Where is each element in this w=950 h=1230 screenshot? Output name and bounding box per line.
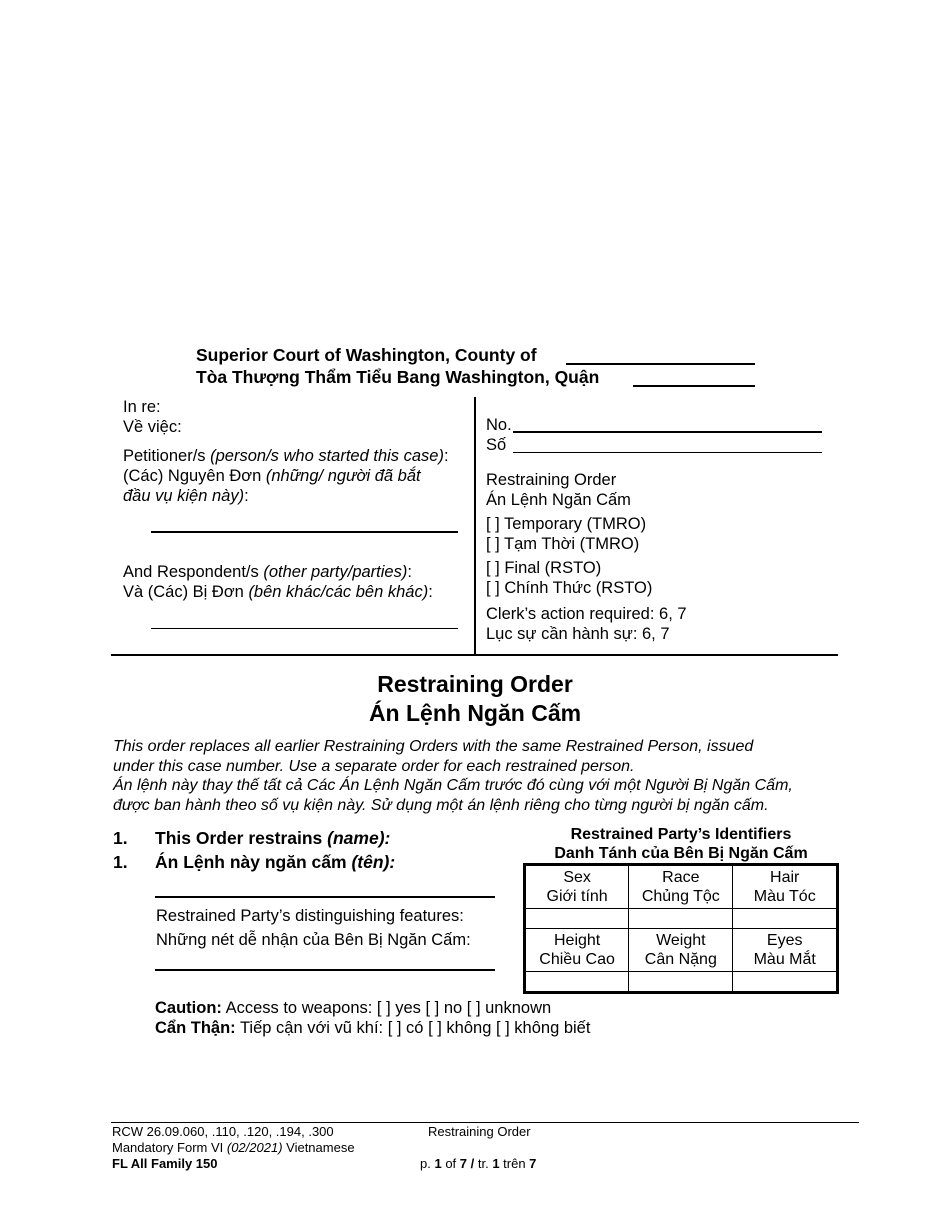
caution-weapons[interactable]: Caution: Access to weapons: [ ] yes [ ] no [ ] unknown Cẩn Thận: Tiếp cận với vũ khí: [ ] có [ ] không [ ] không biết	[155, 999, 591, 1037]
sex-header: Sex Giới tính	[525, 865, 629, 909]
order-type-block	[486, 470, 631, 510]
section-1-heading: 1. 1.	[113, 828, 128, 872]
caption-vertical-divider	[474, 397, 476, 655]
document-title	[0, 670, 950, 728]
petitioner-name-line[interactable]	[151, 531, 458, 533]
identifiers-header-row-1	[525, 865, 838, 909]
no-label: No.	[486, 416, 512, 434]
footer-form: Mandatory Form VI (02/2021) Vietnamese	[112, 1140, 355, 1155]
county-blank-line[interactable]	[566, 363, 755, 365]
clerk-action: Clerk’s action required: 6, 7 Lục sự cần hành sự: 6, 7	[486, 605, 687, 643]
order-name-vi: Án Lệnh Ngăn Cấm	[486, 491, 631, 509]
race-cell[interactable]	[629, 909, 733, 929]
hair-header: Hair Màu Tóc	[733, 865, 838, 909]
temporary-option[interactable]: [ ] Temporary (TMRO) [ ] Tạm Thời (TMRO)	[486, 515, 647, 553]
court-line-en: Superior Court of Washington, County of	[196, 345, 537, 365]
caption-bottom-rule	[111, 654, 838, 656]
identifiers-input-row-1	[525, 909, 838, 929]
distinguishing-features-line[interactable]	[155, 969, 495, 971]
distinguishing-features-label: Restrained Party’s distinguishing features: Những nét dễ nhận của Bên Bị Ngăn Cấm:	[156, 907, 471, 949]
in-re-label: In re:	[123, 398, 161, 416]
footer-rule	[111, 1122, 859, 1123]
height-cell[interactable]	[525, 972, 629, 993]
identifiers-table	[523, 863, 839, 994]
section-1-text: This Order restrains (name): Án Lệnh này ngăn cấm (tên):	[155, 828, 396, 872]
hair-cell[interactable]	[733, 909, 838, 929]
sex-cell[interactable]	[525, 909, 629, 929]
weight-header: Weight Cân Nặng	[629, 929, 733, 972]
footer-form-id: FL All Family 150	[112, 1156, 218, 1171]
footer-rcw: RCW 26.09.060, .110, .120, .194, .300	[112, 1124, 334, 1139]
so-label: Số	[486, 436, 507, 454]
respondent-label: And Respondent/s (other party/parties): Và (Các) Bị Đơn (bên khác/các bên khác):	[123, 563, 433, 601]
weight-cell[interactable]	[629, 972, 733, 993]
restrained-name-line[interactable]	[155, 896, 495, 898]
identifiers-title: Restrained Party’s Identifiers Danh Tánh của Bên Bị Ngăn Cấm	[554, 826, 808, 862]
court-line-vi: Tòa Thượng Thẩm Tiểu Bang Washington, Quận	[196, 367, 600, 387]
petitioner-label: Petitioner/s (person/s who started this case): (Các) Nguyên Đơn (những/ người đã bắt đầu vụ kiện này):	[123, 447, 449, 505]
identifiers-header-row-2	[525, 929, 838, 972]
height-header: Height Chiều Cao	[525, 929, 629, 972]
court-header	[196, 344, 599, 388]
title-vi: Án Lệnh Ngăn Cấm	[368, 700, 582, 726]
respondent-name-line[interactable]	[151, 628, 458, 629]
eyes-header: Eyes Màu Mắt	[733, 929, 838, 972]
caption-left	[123, 397, 182, 437]
footer-left	[112, 1124, 355, 1172]
case-number-line-vi[interactable]	[513, 452, 822, 453]
eyes-cell[interactable]	[733, 972, 838, 993]
order-name-en: Restraining Order	[486, 471, 617, 489]
case-number-block	[486, 415, 512, 455]
case-number-line[interactable]	[513, 431, 822, 433]
title-en: Restraining Order	[377, 671, 573, 697]
identifiers-input-row-2	[525, 972, 838, 993]
final-option[interactable]: [ ] Final (RSTO) [ ] Chính Thức (RSTO)	[486, 559, 653, 597]
intro-paragraph: This order replaces all earlier Restraining Orders with the same Restrained Person, issued under this case number. Use a separate order for each restrained person. Án lệnh này thay thế tất cả Các Án Lệnh Ngăn Cấm trước đó cùng với một Người Bị Ngăn Cấm, được ban hành theo số vụ kiện này. Sử dụng một án lệnh riêng cho từng người bị ngăn cấm.	[113, 738, 793, 814]
footer-page-number: p. 1 of 7 / tr. 1 trên 7	[420, 1156, 537, 1171]
quan-blank-line[interactable]	[633, 385, 755, 387]
race-header: Race Chủng Tộc	[629, 865, 733, 909]
ve-viec-label: Về việc:	[123, 418, 182, 436]
footer-doc-title: Restraining Order	[428, 1124, 531, 1139]
